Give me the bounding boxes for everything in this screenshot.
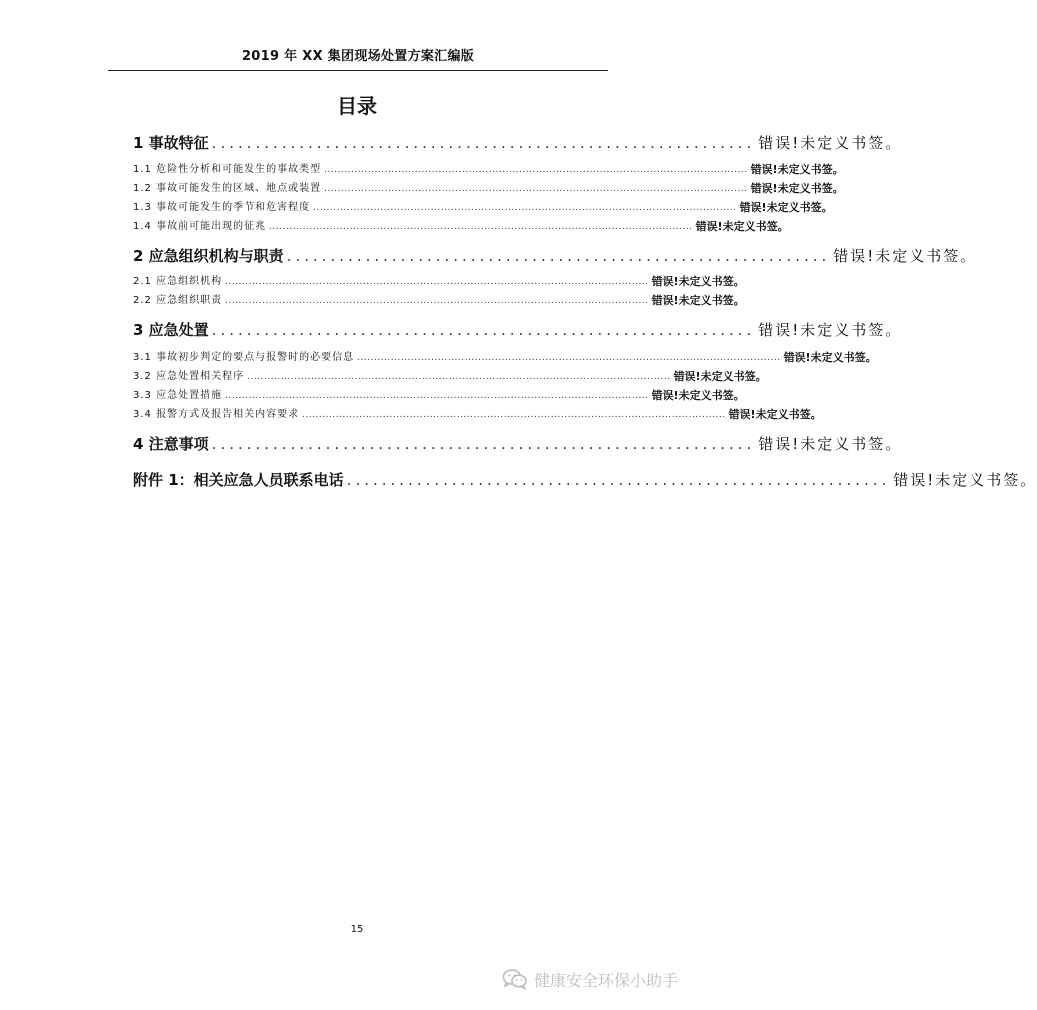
toc-entry-label: 3.1 事故初步判定的要点与报警时的必要信息 (133, 352, 355, 363)
watermark-text: 健康安全环保小助手 (534, 970, 679, 990)
toc-leader-dots: .............................................................. (211, 321, 756, 339)
toc-entry-1-3[interactable] (133, 200, 833, 216)
toc-entry-page: 错误!未定义书签。 (651, 294, 745, 307)
toc-entry-page: 错误!未定义书签。 (739, 201, 833, 214)
toc-leader-dots: .............................................................................................................................. (324, 184, 748, 194)
toc-entry-label: 3.4 报警方式及报告相关内容要求 (133, 409, 300, 420)
watermark (502, 966, 678, 992)
toc-entry-label: 3.2 应急处置相关程序 (133, 371, 245, 382)
toc-entry-2-1[interactable] (133, 274, 745, 290)
toc-leader-dots: .............................................................. (346, 471, 891, 489)
toc-leader-dots: .............................................................................................................................. (269, 222, 693, 232)
toc-entry-label: 1.3 事故可能发生的季节和危害程度 (133, 202, 311, 213)
toc-leader-dots: .............................................................................................................................. (313, 203, 737, 213)
toc-entry-page: 错误!未定义书签。 (833, 247, 978, 265)
toc-leader-dots: .............................................................................................................................. (324, 165, 748, 175)
toc-entry-label: 2.1 应急组织机构 (133, 276, 223, 287)
toc-entry-2[interactable] (133, 245, 978, 267)
toc-leader-dots: .............................................................................................................................. (247, 372, 671, 382)
toc-entry-label: 3.3 应急处置措施 (133, 390, 223, 401)
page-number: 15 (350, 924, 364, 935)
toc-leader-dots: .............................................................................................................................. (357, 353, 781, 363)
page-header: 2019 年 XX 集团现场处置方案汇编版 (108, 44, 608, 71)
toc-entry-page: 错误!未定义书签。 (758, 321, 903, 339)
toc-entry-3-2[interactable] (133, 369, 767, 385)
toc-entry-label: 2 应急组织机构与职责 (133, 247, 284, 265)
toc-entry-page: 错误!未定义书签。 (893, 471, 1037, 489)
toc-entry-3[interactable] (133, 319, 903, 341)
toc-leader-dots: .............................................................................................................................. (302, 410, 726, 420)
toc-title: 目录 (337, 94, 377, 118)
toc-entry-label: 2.2 应急组织职责 (133, 295, 223, 306)
toc-entry-page: 错误!未定义书签。 (728, 408, 822, 421)
toc-entry-1-1[interactable] (133, 162, 844, 178)
toc-entry-page: 错误!未定义书签。 (673, 370, 767, 383)
toc-entry-4[interactable] (133, 433, 903, 455)
toc-entry-3-4[interactable] (133, 407, 822, 423)
toc-entry-appendix-1[interactable] (133, 469, 1037, 491)
toc-entry-3-3[interactable] (133, 388, 745, 404)
toc-entry-1-2[interactable] (133, 181, 844, 197)
toc-entry-1-4[interactable] (133, 219, 789, 235)
toc-leader-dots: .............................................................. (211, 435, 756, 453)
toc-entry-label: 1.4 事故前可能出现的征兆 (133, 221, 267, 232)
toc-entry-label: 1.1 危险性分析和可能发生的事故类型 (133, 164, 322, 175)
toc-entry-1[interactable] (133, 132, 903, 154)
toc-entry-3-1[interactable] (133, 350, 877, 366)
toc-leader-dots: .............................................................. (286, 247, 831, 265)
toc-entry-2-2[interactable] (133, 293, 745, 309)
toc-leader-dots: .............................................................................................................................. (225, 296, 649, 306)
toc-leader-dots: .............................................................................................................................. (225, 391, 649, 401)
toc-entry-page: 错误!未定义书签。 (651, 389, 745, 402)
toc-entry-page: 错误!未定义书签。 (758, 134, 903, 152)
toc-entry-page: 错误!未定义书签。 (750, 182, 844, 195)
toc-leader-dots: .............................................................................................................................. (225, 277, 649, 287)
toc-entry-page: 错误!未定义书签。 (783, 351, 877, 364)
wechat-icon (502, 968, 528, 990)
toc-entry-page: 错误!未定义书签。 (695, 220, 789, 233)
toc-entry-page: 错误!未定义书签。 (750, 163, 844, 176)
toc-entry-page: 错误!未定义书签。 (758, 435, 903, 453)
toc-entry-label: 附件 1：相关应急人员联系电话 (133, 471, 344, 489)
toc-entry-page: 错误!未定义书签。 (651, 275, 745, 288)
toc-leader-dots: .............................................................. (211, 134, 756, 152)
toc-entry-label: 3 应急处置 (133, 321, 209, 339)
toc-entry-label: 4 注意事项 (133, 435, 209, 453)
toc-entry-label: 1 事故特征 (133, 134, 209, 152)
toc-entry-label: 1.2 事故可能发生的区域、地点或装置 (133, 183, 322, 194)
